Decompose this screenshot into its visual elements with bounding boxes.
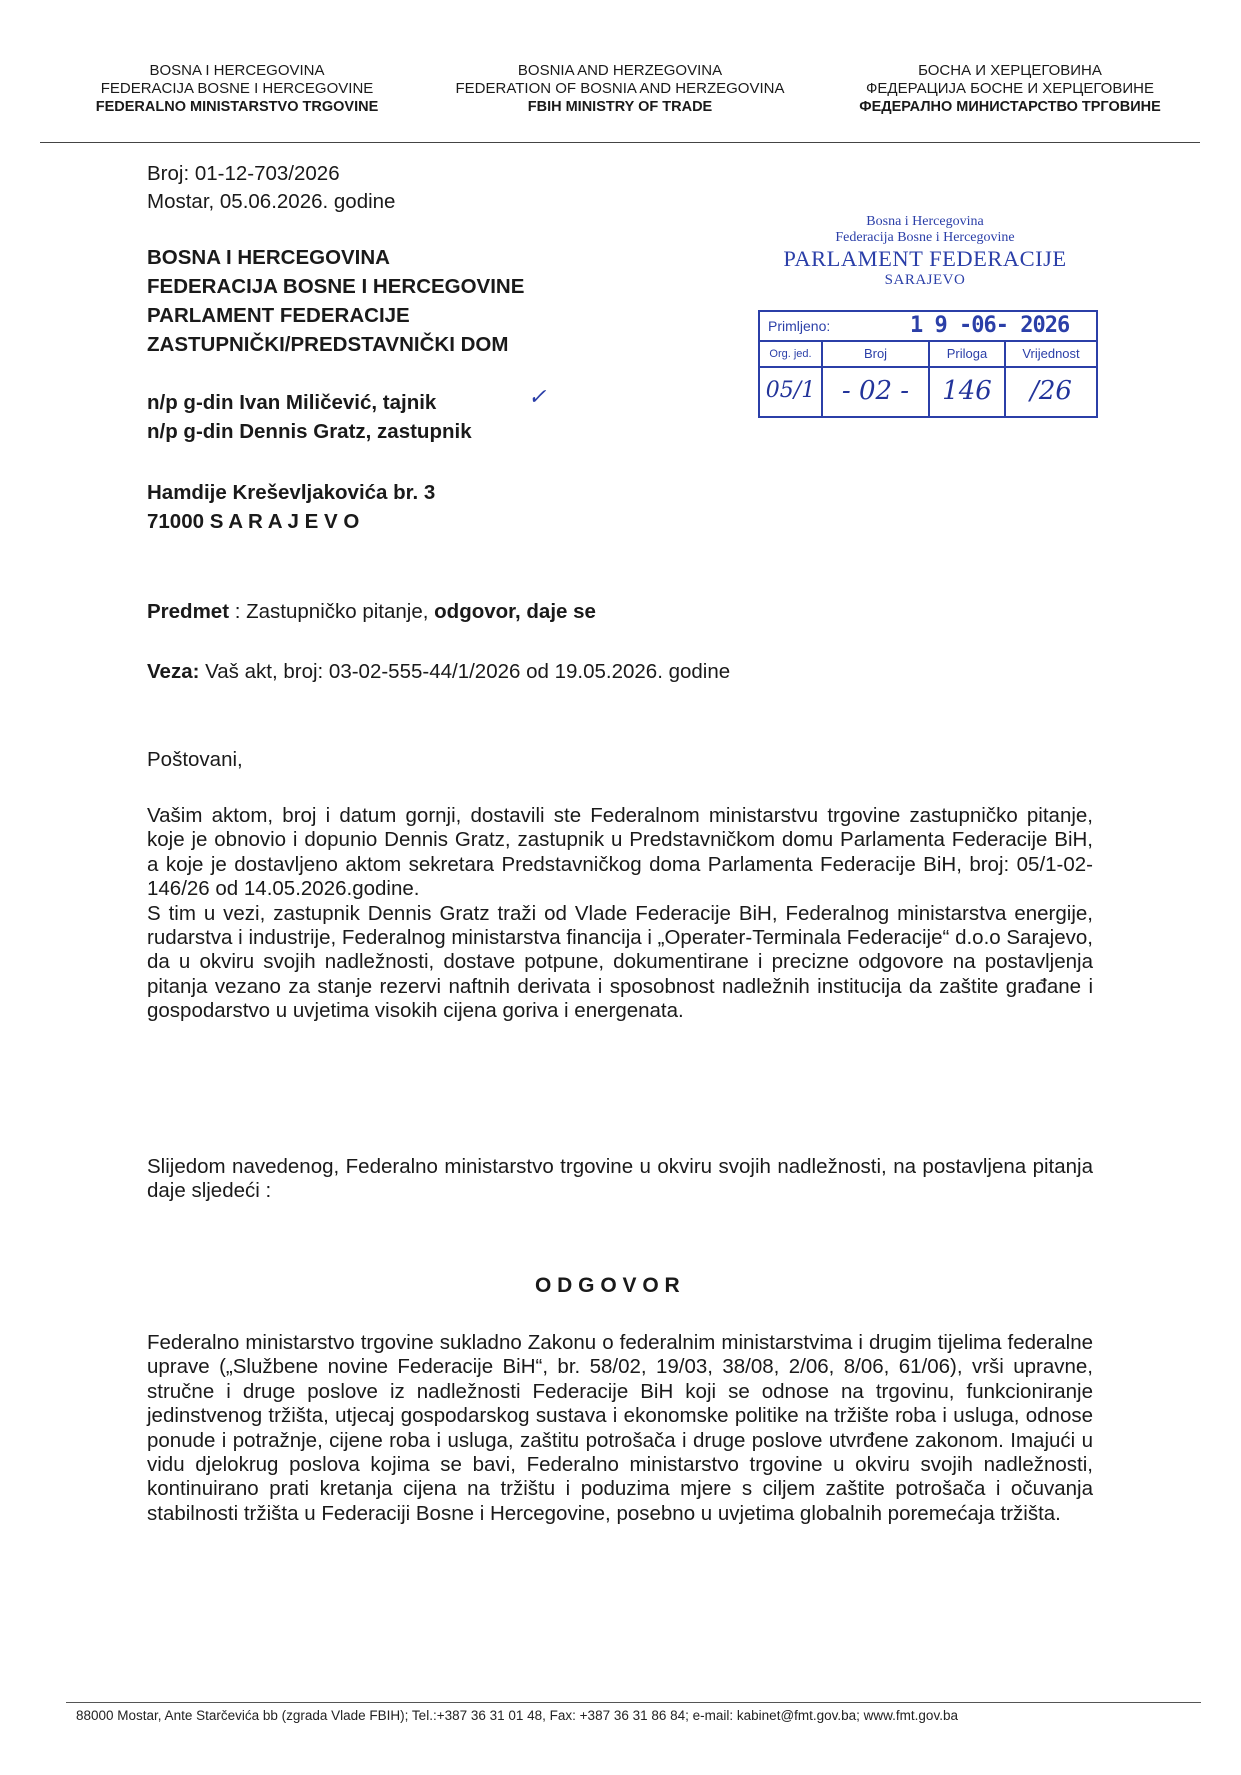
recipient-line4: ZASTUPNIČKI/PREDSTAVNIČKI DOM xyxy=(147,333,509,356)
body-paragraph-1-text: Vašim aktom, broj i datum gornji, dostavili ste Federalnom ministarstvu trgovine zastupničko pitanje, koje je obnovio i dopunio Dennis Gratz, zastupnik u Predstavničkom domu Parlamenta Federacije BiH, a koje je dostavljeno aktom sekretara Predstavničkog doma Parlamenta Federacije BiH, broj: 05/1-02-146/26 od 14.05.2026.godine. xyxy=(147,804,1093,901)
header-center xyxy=(430,62,810,116)
stamp-val-org: 05/1 xyxy=(760,368,823,416)
reference-line xyxy=(147,660,730,684)
header-left-line2: FEDERACIJA BOSNE I HERCEGOVINE xyxy=(100,80,374,97)
recipient-line3: PARLAMENT FEDERACIJE xyxy=(147,304,410,327)
stamp-title: PARLAMENT FEDERACIJE xyxy=(783,246,1067,271)
stamp-val-broj: - 02 - xyxy=(823,368,930,416)
reference-label: Veza: xyxy=(147,660,200,683)
document-number: Broj: 01-12-703/2026 xyxy=(147,162,340,185)
stamp-val-vrijednost: /26 xyxy=(1030,376,1072,406)
subject-separator: : xyxy=(229,600,247,623)
footer-contact: 88000 Mostar, Ante Starčevića bb (zgrada Vlade FBIH); Tel.:+387 36 31 01 48, Fax: +387 36 31 86 84; e-mail: kabinet@fmt.gov.ba; www.fmt.gov.ba xyxy=(76,1708,958,1723)
recipient-address-street: Hamdije Kreševljakovića br. 3 xyxy=(147,481,436,504)
body-paragraph-2-text: S tim u vezi, zastupnik Dennis Gratz traži od Vlade Federacije BiH, Federalnog ministarstva energije, rudarstva i industrije, Federalnog ministarstva financija i „Operater-Terminala Federacije“ d.o.o Sarajevo, da u okviru svojih nadležnosti, dostave potpune, dokumentirane i precizne odgovore na postavljenja pitanja vezano za stanje rezervi naftnih derivata i sposobnost nadležnih institucija da zaštite građane i gospodarstvo u uvjetima visokih cijena goriva i energenata. xyxy=(147,901,1093,1023)
subject-label: Predmet xyxy=(147,600,230,623)
received-stamp xyxy=(740,214,1110,289)
document-place-date: Mostar, 05.06.2026. godine xyxy=(147,190,396,213)
stamp-col-broj: Broj xyxy=(823,342,930,366)
header-divider xyxy=(40,142,1200,143)
header-center-line2: FEDERATION OF BOSNIA AND HERZEGOVINA xyxy=(455,80,785,97)
header-right-line3: ФЕДЕРАЛНО МИНИСТАРСТВО ТРГОВИНЕ xyxy=(859,99,1161,115)
recipient-line2: FEDERACIJA BOSNE I HERCEGOVINE xyxy=(147,275,525,298)
stamp-country: Bosna i Hercegovina xyxy=(866,214,984,229)
header-right-line2: ФЕДЕРАЦИЈА БОСНЕ И ХЕРЦЕГОВИНЕ xyxy=(866,80,1154,97)
body-paragraph-4-text: Federalno ministarstvo trgovine sukladno Zakonu o federalnim ministarstvima i drugim tijelima federalne uprave („Službene novine Federacije BiH“, br. 58/02, 19/03, 38/08, 2/06, 8/06, 61/06), vrši upravne, stručne i druge poslove iz nadležnosti Federacije BiH koji se odnose na trgovinu, funkcioniranje jedinstvenog tržišta, utjecaj gospodarskog sustava i ekonomske politike na tržište roba i usluga, odnose ponude i potražnje, cijene roba i usluga, zaštitu potrošača i druge poslove utvrđene zakonom. Imajući u vidu djelokrug poslova kojima se bavi, Federalno ministarstvo trgovine u okviru svojih nadležnosti, kontinuirano prati kretanja cijena na tržištu i poduzima mjere s ciljem zaštite potrošača i očuvanja stabilnosti tržišta u Federaciji Bosne i Hercegovine, posebno u uvjetima globalnih poremećaja tržišta. xyxy=(147,1331,1093,1525)
header-left-line3: FEDERALNO MINISTARSTVO TRGOVINE xyxy=(95,99,379,115)
footer-divider xyxy=(66,1702,1201,1703)
reference-text: Vaš akt, broj: 03-02-555-44/1/2026 od 19.05.2026. godine xyxy=(199,660,731,683)
body-paragraph-1 xyxy=(147,804,1093,1024)
stamp-value-row xyxy=(760,368,1096,416)
recipient-line1: BOSNA I HERCEGOVINA xyxy=(147,246,390,269)
stamp-received-label: Primljeno: xyxy=(768,318,831,334)
stamp-header-row xyxy=(760,342,1096,368)
stamp-city: SARAJEVO xyxy=(884,272,966,288)
stamp-received-row xyxy=(760,312,1096,342)
header-center-line3: FBIH MINISTRY OF TRADE xyxy=(527,99,713,115)
header-left-line1: BOSNA I HERCEGOVINA xyxy=(149,62,325,79)
subject-line xyxy=(147,600,596,624)
header-left xyxy=(62,62,412,116)
body-paragraph-3-text: Slijedom navedenog, Federalno ministarstvo trgovine u okviru svojih nadležnosti, na postavljena pitanja daje sljedeći : xyxy=(147,1155,1093,1203)
body-paragraph-3 xyxy=(147,1155,1093,1204)
header-right xyxy=(825,62,1195,116)
salutation: Poštovani, xyxy=(147,748,243,771)
stamp-register-table xyxy=(758,310,1098,418)
subject-text: Zastupničko pitanje, xyxy=(246,600,435,623)
header-center-line1: BOSNIA AND HERZEGOVINA xyxy=(517,62,723,79)
check-mark-icon: ✓ xyxy=(528,384,547,409)
recipient-address-city: 71000 S A R A J E V O xyxy=(147,510,360,533)
answer-heading: O D G O V O R xyxy=(535,1274,680,1297)
stamp-val-priloga: 146 xyxy=(930,368,1006,416)
stamp-received-date: 1 9 -06- 2026 xyxy=(910,313,1070,338)
stamp-col-org: Org. jed. xyxy=(760,342,823,366)
recipient-attention-secretary: n/p g-din Ivan Miličević, tajnik xyxy=(147,391,437,414)
stamp-col-vrijednost: Vrijednost xyxy=(1022,346,1080,361)
stamp-federation: Federacija Bosne i Hercegovine xyxy=(835,230,1015,245)
recipient-attention-representative: n/p g-din Dennis Gratz, zastupnik xyxy=(147,420,472,443)
header-right-line1: БОСНА И ХЕРЦЕГОВИНА xyxy=(918,62,1102,79)
body-paragraph-4 xyxy=(147,1331,1093,1526)
subject-bold-text: odgovor, daje se xyxy=(434,600,596,623)
stamp-col-priloga: Priloga xyxy=(930,342,1006,366)
